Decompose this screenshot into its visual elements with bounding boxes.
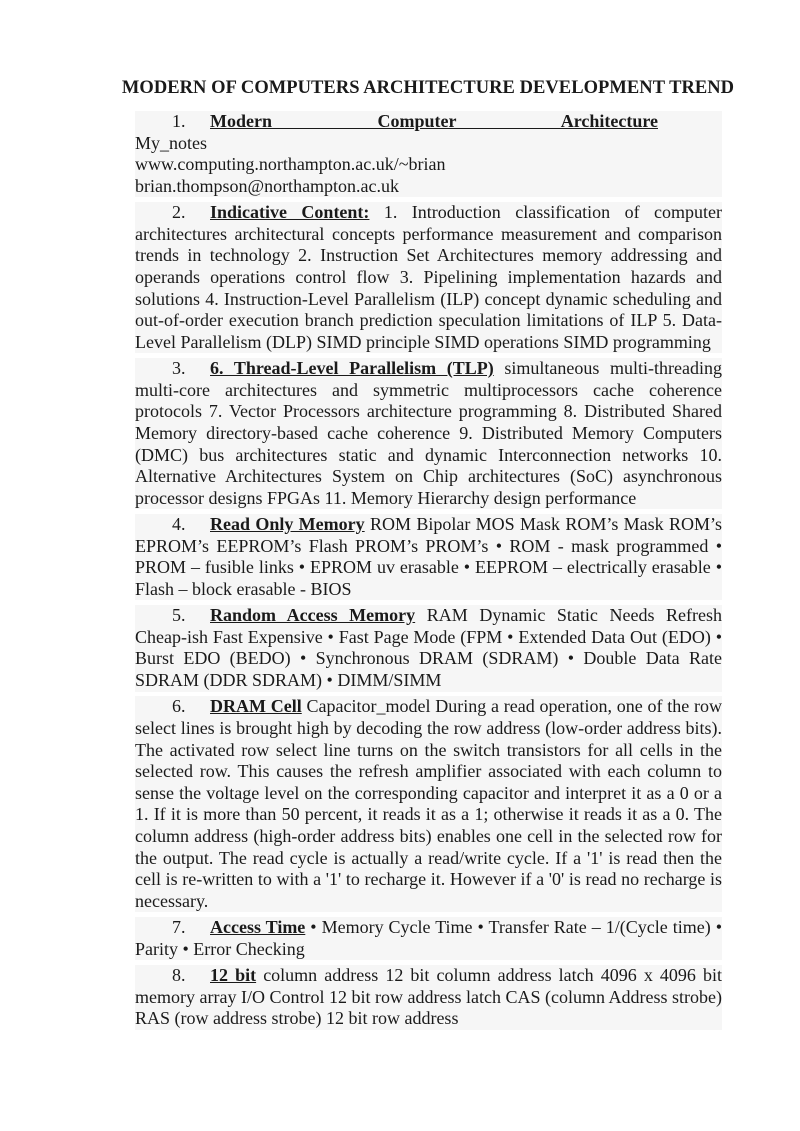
item-number: 7. <box>172 917 186 938</box>
item-heading: Read Only Memory <box>210 514 365 535</box>
document-title: MODERN OF COMPUTERS ARCHITECTURE DEVELOPMENT TREND <box>121 78 735 98</box>
item-number: 4. <box>172 514 186 535</box>
item-text: column address 12 bit column address latch 4096 x 4096 bit memory array I/O Control 12 bit row address latch CAS (column Address strobe) RAS (row address strobe) 12 bit row address <box>135 965 722 1029</box>
list-item <box>135 202 722 353</box>
item-heading: Random Access Memory <box>210 605 416 626</box>
list-item <box>135 358 722 509</box>
item-heading: DRAM Cell <box>210 696 302 717</box>
list-item <box>135 965 722 1030</box>
item-number: 6. <box>172 696 186 717</box>
item-text: RAM Dynamic Static Needs Refresh Cheap-ish Fast Expensive • Fast Page Mode (FPM • Extended Data Out (EDO) • Burst EDO (BEDO) • Synchronous DRAM (SDRAM) • Double Data Rate SDRAM (DDR SDRAM) • DIMM/SIMM <box>135 605 723 691</box>
item-heading: 6. Thread-Level Parallelism (TLP) <box>210 358 494 379</box>
list-item <box>135 605 722 691</box>
item-text: • Memory Cycle Time • Transfer Rate – 1/(Cycle time) • Parity • Error Checking <box>135 917 722 959</box>
item-heading: Access Time <box>210 917 306 938</box>
item-text: www.computing.northampton.ac.uk/~brian <box>135 154 446 175</box>
list-item <box>135 917 722 960</box>
item-heading: Indicative Content: <box>210 202 370 223</box>
item-heading: Modern Computer Architecture <box>210 111 658 131</box>
item-text: brian.thompson@northampton.ac.uk <box>135 175 400 196</box>
item-text: simultaneous multi-threading multi-core architectures and symmetric multiprocessors cache coherence protocols 7. Vector Processors architecture programming 8. Distributed Shared Memory directory-based cache coherence 9. Distributed Memory Computers (DMC) bus architectures static and dynamic Interconnection networks 10. Alternative Architectures System on Chip architectures (SoC) asynchronous processor designs FPGAs 11. Memory Hierarchy design performance <box>135 358 723 508</box>
item-number: 1. <box>172 111 186 131</box>
list-item <box>135 696 722 912</box>
item-heading: 12 bit <box>210 965 257 986</box>
item-number: 8. <box>172 965 186 986</box>
item-text: My_notes <box>135 132 207 153</box>
item-number: 2. <box>172 202 186 223</box>
item-number: 3. <box>172 358 186 379</box>
item-text: 1. Introduction classification of computer architectures architectural concepts performance measurement and comparison trends in technology 2. Instruction Set Architectures memory addressing and operands operations control flow 3. Pipelining implementation hazards and solutions 4. Instruction-Level Parallelism (ILP) concept dynamic scheduling and out-of-order execution branch prediction speculation limitations of ILP 5. Data-Level Parallelism (DLP) SIMD principle SIMD operations SIMD programming <box>135 202 723 352</box>
list-item <box>135 514 722 600</box>
item-text: ROM Bipolar MOS Mask ROM’s Mask ROM’s EPROM’s EEPROM’s Flash PROM’s PROM’s • ROM - mask programmed • PROM – fusible links • EPROM uv erasable • EEPROM – electrically erasable • Flash – block erasable - BIOS <box>135 514 723 599</box>
list-item <box>135 111 722 197</box>
item-text: Capacitor_model During a read operation, one of the row select lines is brought high by decoding the row address (low-order address bits). The activated row select line turns on the switch transistors for all cells in the selected row. This causes the refresh amplifier associated with each column to sense the voltage level on the corresponding capacitor and interpret it as a 0 or a 1. If it is more than 50 percent, it reads it as a 1; otherwise it reads it as a 0. The column address (high-order address bits) enables one cell in the selected row for the output. The read cycle is actually a read/write cycle. If a '1' is read then the cell is re-written to with a '1' to recharge it. However if a '0' is read no recharge is necessary. <box>135 696 722 911</box>
numbered-list <box>135 111 722 1035</box>
item-number: 5. <box>172 605 186 626</box>
